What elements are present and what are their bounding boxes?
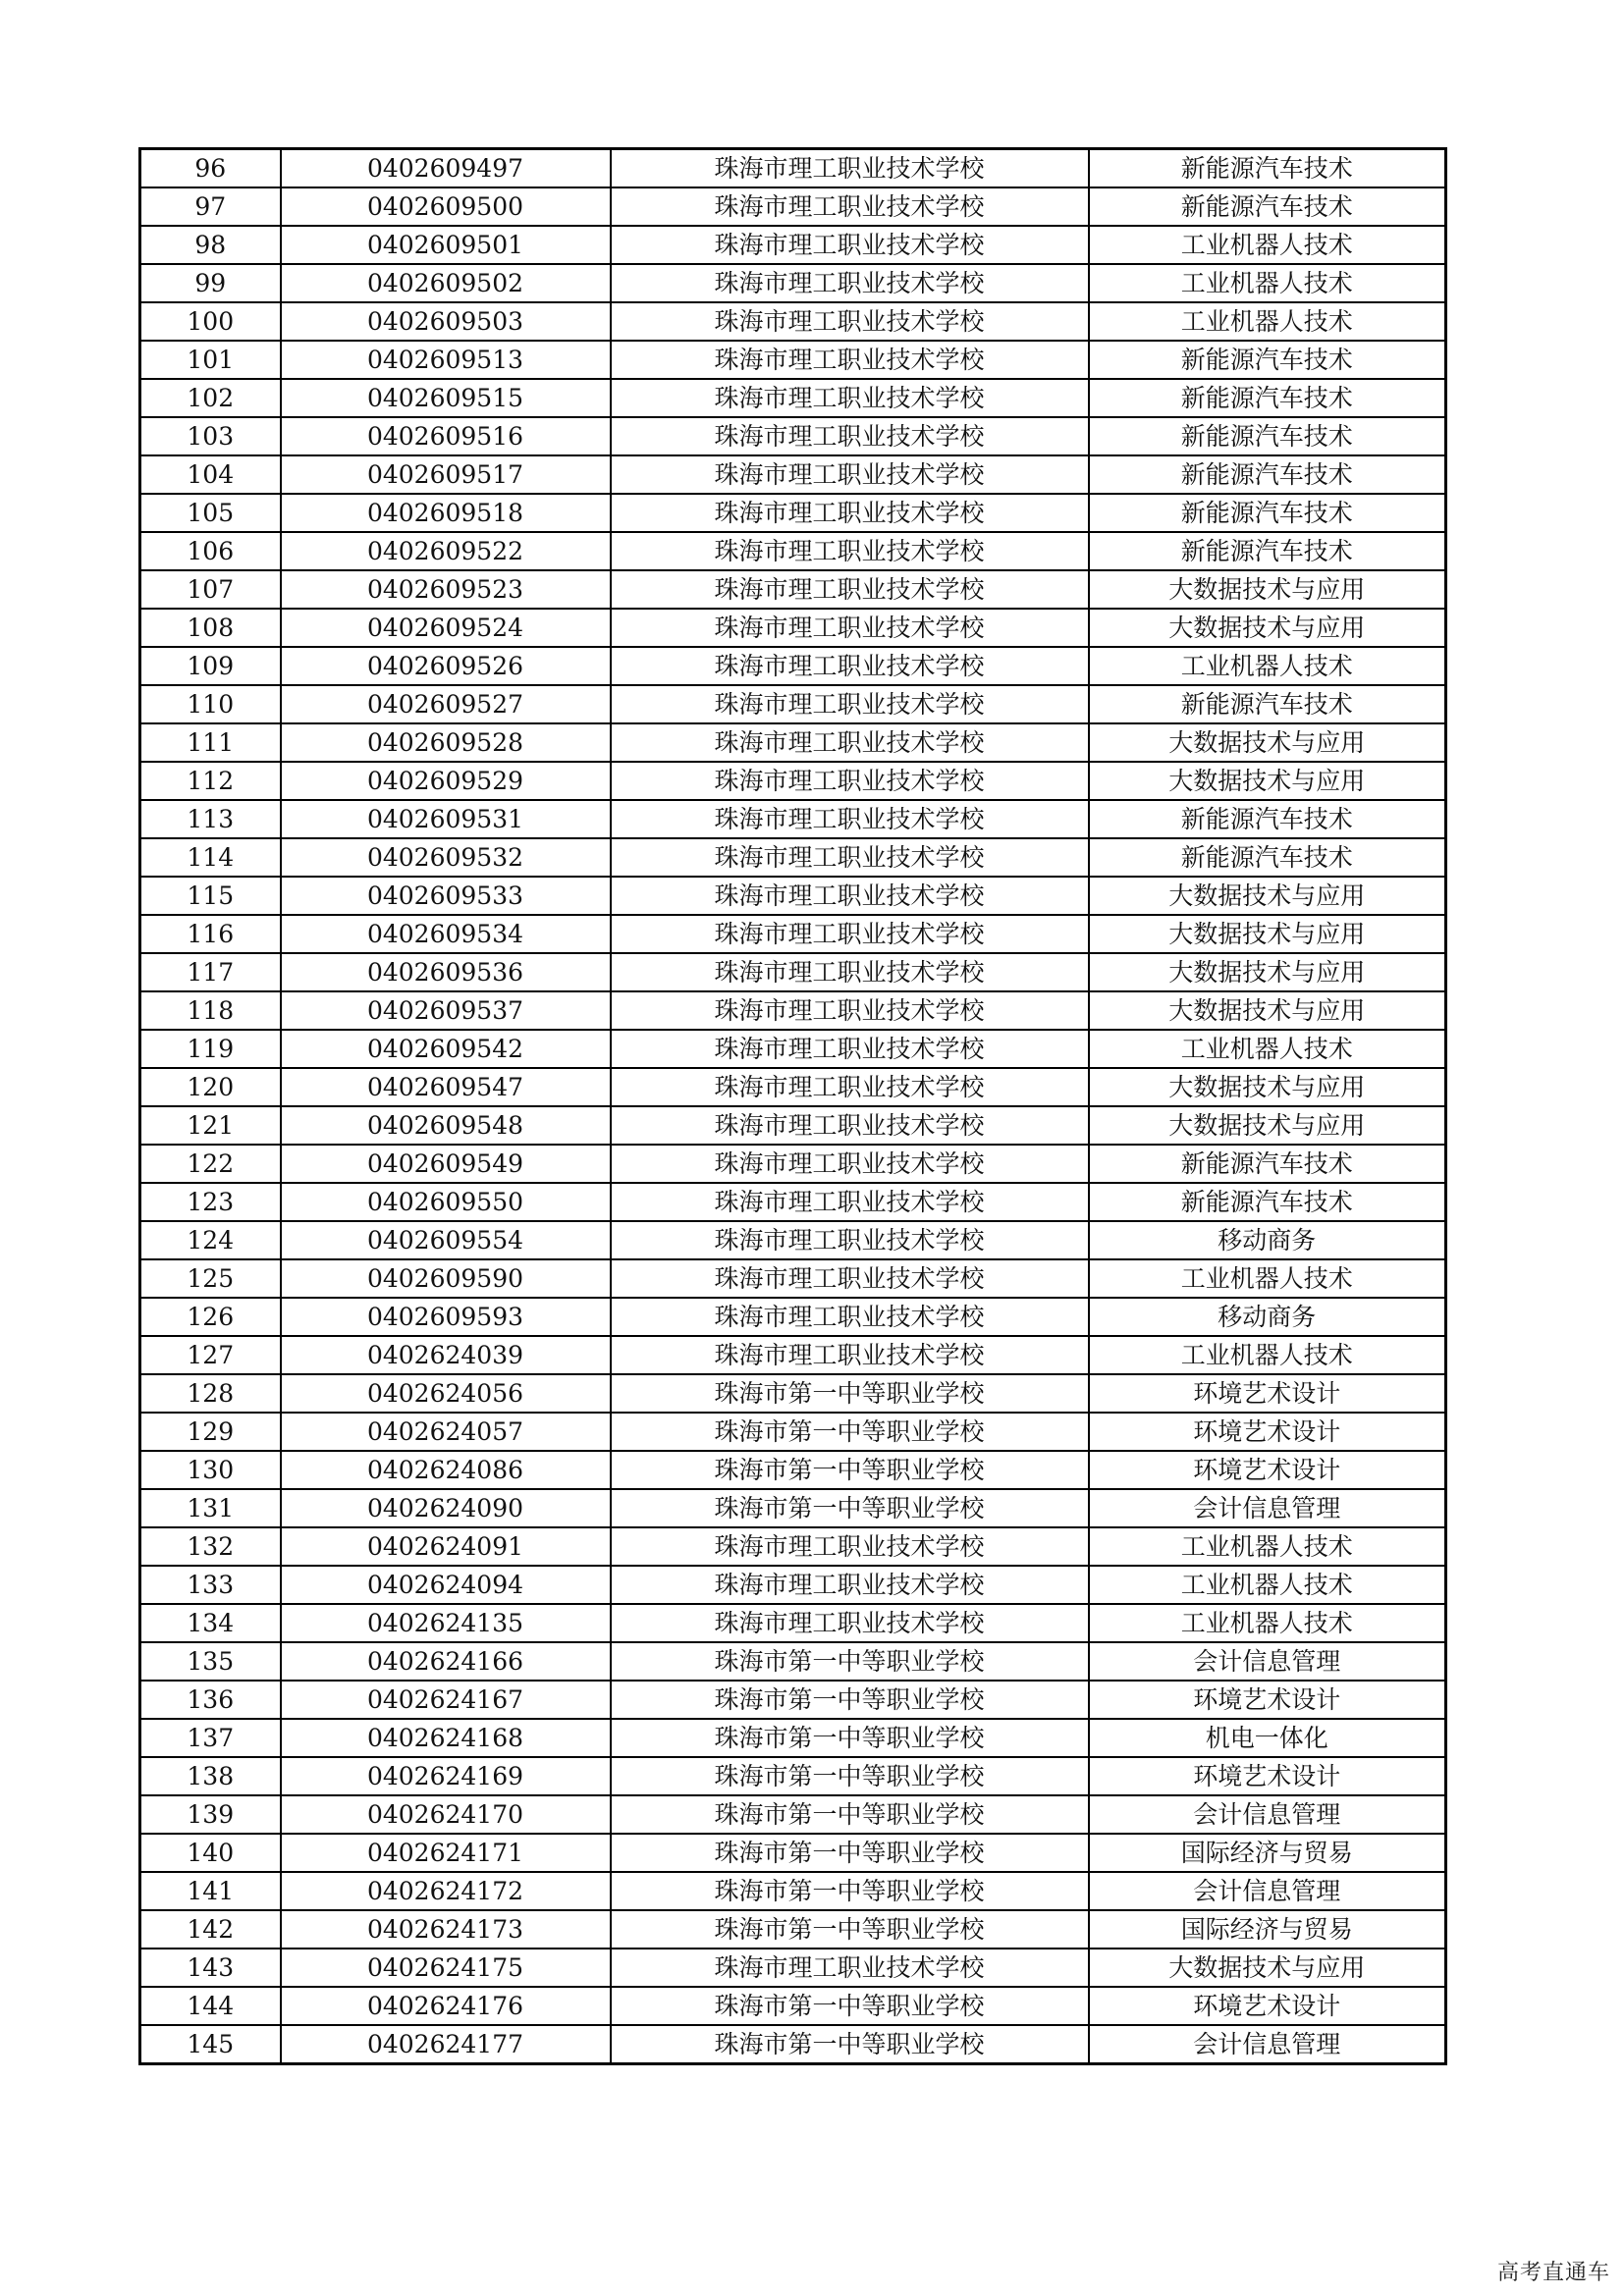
school-name-cell: 珠海市理工职业技术学校 — [611, 149, 1089, 188]
table-row — [140, 609, 1446, 647]
candidate-id-cell: 0402624094 — [281, 1566, 611, 1604]
major-cell: 新能源汽车技术 — [1089, 379, 1446, 417]
table-row — [140, 1834, 1446, 1872]
school-name-cell: 珠海市理工职业技术学校 — [611, 838, 1089, 877]
row-number-cell: 141 — [140, 1872, 281, 1910]
candidate-id-cell: 0402624057 — [281, 1413, 611, 1451]
table-body — [140, 149, 1446, 2064]
major-cell: 工业机器人技术 — [1089, 1259, 1446, 1298]
major-cell: 工业机器人技术 — [1089, 1566, 1446, 1604]
candidate-id-cell: 0402624091 — [281, 1527, 611, 1566]
school-name-cell: 珠海市理工职业技术学校 — [611, 1949, 1089, 1987]
major-cell: 新能源汽车技术 — [1089, 149, 1446, 188]
table-row — [140, 570, 1446, 609]
candidate-id-cell: 0402609503 — [281, 302, 611, 341]
school-name-cell: 珠海市理工职业技术学校 — [611, 1106, 1089, 1145]
table-row — [140, 1336, 1446, 1374]
candidate-id-cell: 0402624086 — [281, 1451, 611, 1489]
candidate-id-cell: 0402609542 — [281, 1030, 611, 1068]
major-cell: 大数据技术与应用 — [1089, 762, 1446, 800]
candidate-id-cell: 0402609531 — [281, 800, 611, 838]
candidate-id-cell: 0402609518 — [281, 494, 611, 532]
candidate-id-cell: 0402609526 — [281, 647, 611, 685]
major-cell: 工业机器人技术 — [1089, 302, 1446, 341]
major-cell: 工业机器人技术 — [1089, 264, 1446, 302]
row-number-cell: 144 — [140, 1987, 281, 2025]
candidate-id-cell: 0402609528 — [281, 723, 611, 762]
candidate-id-cell: 0402609549 — [281, 1145, 611, 1183]
table-row — [140, 1872, 1446, 1910]
candidate-id-cell: 0402624171 — [281, 1834, 611, 1872]
candidate-id-cell: 0402624168 — [281, 1719, 611, 1757]
row-number-cell: 129 — [140, 1413, 281, 1451]
row-number-cell: 114 — [140, 838, 281, 877]
row-number-cell: 130 — [140, 1451, 281, 1489]
major-cell: 工业机器人技术 — [1089, 1030, 1446, 1068]
row-number-cell: 116 — [140, 915, 281, 953]
row-number-cell: 112 — [140, 762, 281, 800]
candidate-id-cell: 0402624170 — [281, 1795, 611, 1834]
major-cell: 新能源汽车技术 — [1089, 1145, 1446, 1183]
table-row — [140, 723, 1446, 762]
table-row — [140, 1910, 1446, 1949]
school-name-cell: 珠海市第一中等职业学校 — [611, 1489, 1089, 1527]
candidate-id-cell: 0402624135 — [281, 1604, 611, 1642]
school-name-cell: 珠海市第一中等职业学校 — [611, 1987, 1089, 2025]
school-name-cell: 珠海市理工职业技术学校 — [611, 647, 1089, 685]
major-cell: 环境艺术设计 — [1089, 1757, 1446, 1795]
table-row — [140, 1489, 1446, 1527]
table-row — [140, 149, 1446, 188]
candidate-id-cell: 0402624175 — [281, 1949, 611, 1987]
watermark-text: 高考直通车 — [1496, 2261, 1610, 2285]
row-number-cell: 97 — [140, 187, 281, 226]
candidate-id-cell: 0402624039 — [281, 1336, 611, 1374]
major-cell: 移动商务 — [1089, 1221, 1446, 1259]
major-cell: 大数据技术与应用 — [1089, 1106, 1446, 1145]
table-row — [140, 1183, 1446, 1221]
major-cell: 国际经济与贸易 — [1089, 1834, 1446, 1872]
candidate-id-cell: 0402624173 — [281, 1910, 611, 1949]
major-cell: 环境艺术设计 — [1089, 1374, 1446, 1413]
row-number-cell: 96 — [140, 149, 281, 188]
table-row — [140, 1987, 1446, 2025]
row-number-cell: 125 — [140, 1259, 281, 1298]
school-name-cell: 珠海市第一中等职业学校 — [611, 1795, 1089, 1834]
school-name-cell: 珠海市第一中等职业学校 — [611, 1642, 1089, 1681]
row-number-cell: 113 — [140, 800, 281, 838]
row-number-cell: 121 — [140, 1106, 281, 1145]
table-row — [140, 1719, 1446, 1757]
major-cell: 工业机器人技术 — [1089, 647, 1446, 685]
school-name-cell: 珠海市理工职业技术学校 — [611, 1221, 1089, 1259]
row-number-cell: 110 — [140, 685, 281, 723]
table-row — [140, 226, 1446, 264]
school-name-cell: 珠海市理工职业技术学校 — [611, 1566, 1089, 1604]
school-name-cell: 珠海市理工职业技术学校 — [611, 1183, 1089, 1221]
candidate-id-cell: 0402609547 — [281, 1068, 611, 1106]
major-cell: 大数据技术与应用 — [1089, 570, 1446, 609]
major-cell: 新能源汽车技术 — [1089, 532, 1446, 570]
table-row — [140, 1298, 1446, 1336]
school-name-cell: 珠海市理工职业技术学校 — [611, 800, 1089, 838]
school-name-cell: 珠海市理工职业技术学校 — [611, 723, 1089, 762]
candidate-id-cell: 0402609593 — [281, 1298, 611, 1336]
candidate-id-cell: 0402624056 — [281, 1374, 611, 1413]
table-row — [140, 647, 1446, 685]
row-number-cell: 127 — [140, 1336, 281, 1374]
school-name-cell: 珠海市理工职业技术学校 — [611, 1527, 1089, 1566]
candidate-id-cell: 0402609502 — [281, 264, 611, 302]
candidate-id-cell: 0402609497 — [281, 149, 611, 188]
candidate-id-cell: 0402609550 — [281, 1183, 611, 1221]
school-name-cell: 珠海市理工职业技术学校 — [611, 264, 1089, 302]
school-name-cell: 珠海市理工职业技术学校 — [611, 187, 1089, 226]
school-name-cell: 珠海市理工职业技术学校 — [611, 991, 1089, 1030]
major-cell: 环境艺术设计 — [1089, 1987, 1446, 2025]
major-cell: 环境艺术设计 — [1089, 1451, 1446, 1489]
table-row — [140, 494, 1446, 532]
row-number-cell: 142 — [140, 1910, 281, 1949]
row-number-cell: 131 — [140, 1489, 281, 1527]
table-row — [140, 1566, 1446, 1604]
row-number-cell: 139 — [140, 1795, 281, 1834]
major-cell: 会计信息管理 — [1089, 2025, 1446, 2064]
major-cell: 工业机器人技术 — [1089, 1604, 1446, 1642]
row-number-cell: 104 — [140, 455, 281, 494]
major-cell: 新能源汽车技术 — [1089, 341, 1446, 379]
row-number-cell: 119 — [140, 1030, 281, 1068]
table-row — [140, 532, 1446, 570]
candidate-id-cell: 0402609533 — [281, 877, 611, 915]
candidate-id-cell: 0402624166 — [281, 1642, 611, 1681]
table-row — [140, 302, 1446, 341]
school-name-cell: 珠海市理工职业技术学校 — [611, 1336, 1089, 1374]
school-name-cell: 珠海市第一中等职业学校 — [611, 1834, 1089, 1872]
row-number-cell: 128 — [140, 1374, 281, 1413]
table-row — [140, 1527, 1446, 1566]
table-row — [140, 1413, 1446, 1451]
school-name-cell: 珠海市理工职业技术学校 — [611, 532, 1089, 570]
table-row — [140, 800, 1446, 838]
row-number-cell: 115 — [140, 877, 281, 915]
row-number-cell: 123 — [140, 1183, 281, 1221]
row-number-cell: 99 — [140, 264, 281, 302]
candidate-id-cell: 0402624169 — [281, 1757, 611, 1795]
candidate-id-cell: 0402624177 — [281, 2025, 611, 2064]
school-name-cell: 珠海市理工职业技术学校 — [611, 609, 1089, 647]
table-row — [140, 1451, 1446, 1489]
row-number-cell: 107 — [140, 570, 281, 609]
major-cell: 新能源汽车技术 — [1089, 187, 1446, 226]
major-cell: 新能源汽车技术 — [1089, 838, 1446, 877]
candidate-id-cell: 0402609515 — [281, 379, 611, 417]
school-name-cell: 珠海市理工职业技术学校 — [611, 915, 1089, 953]
major-cell: 会计信息管理 — [1089, 1642, 1446, 1681]
row-number-cell: 106 — [140, 532, 281, 570]
row-number-cell: 138 — [140, 1757, 281, 1795]
table-row — [140, 1681, 1446, 1719]
school-name-cell: 珠海市理工职业技术学校 — [611, 379, 1089, 417]
school-name-cell: 珠海市理工职业技术学校 — [611, 1259, 1089, 1298]
table-row — [140, 379, 1446, 417]
school-name-cell: 珠海市理工职业技术学校 — [611, 1604, 1089, 1642]
row-number-cell: 120 — [140, 1068, 281, 1106]
row-number-cell: 143 — [140, 1949, 281, 1987]
school-name-cell: 珠海市理工职业技术学校 — [611, 302, 1089, 341]
school-name-cell: 珠海市理工职业技术学校 — [611, 685, 1089, 723]
school-name-cell: 珠海市第一中等职业学校 — [611, 1719, 1089, 1757]
row-number-cell: 136 — [140, 1681, 281, 1719]
school-name-cell: 珠海市理工职业技术学校 — [611, 877, 1089, 915]
major-cell: 移动商务 — [1089, 1298, 1446, 1336]
candidate-id-cell: 0402609501 — [281, 226, 611, 264]
row-number-cell: 140 — [140, 1834, 281, 1872]
school-name-cell: 珠海市理工职业技术学校 — [611, 762, 1089, 800]
row-number-cell: 103 — [140, 417, 281, 455]
candidate-id-cell: 0402609522 — [281, 532, 611, 570]
candidate-id-cell: 0402609534 — [281, 915, 611, 953]
major-cell: 新能源汽车技术 — [1089, 1183, 1446, 1221]
major-cell: 环境艺术设计 — [1089, 1681, 1446, 1719]
candidate-id-cell: 0402609524 — [281, 609, 611, 647]
table-row — [140, 1642, 1446, 1681]
major-cell: 新能源汽车技术 — [1089, 685, 1446, 723]
school-name-cell: 珠海市理工职业技术学校 — [611, 1145, 1089, 1183]
major-cell: 大数据技术与应用 — [1089, 915, 1446, 953]
major-cell: 会计信息管理 — [1089, 1489, 1446, 1527]
row-number-cell: 117 — [140, 953, 281, 991]
table-row — [140, 417, 1446, 455]
row-number-cell: 109 — [140, 647, 281, 685]
table-row — [140, 685, 1446, 723]
school-name-cell: 珠海市理工职业技术学校 — [611, 953, 1089, 991]
candidate-id-cell: 0402609500 — [281, 187, 611, 226]
candidate-id-cell: 0402609548 — [281, 1106, 611, 1145]
table-row — [140, 1374, 1446, 1413]
row-number-cell: 111 — [140, 723, 281, 762]
school-name-cell: 珠海市第一中等职业学校 — [611, 2025, 1089, 2064]
admission-list-table — [138, 147, 1447, 2065]
candidate-id-cell: 0402624176 — [281, 1987, 611, 2025]
school-name-cell: 珠海市第一中等职业学校 — [611, 1910, 1089, 1949]
table-row — [140, 991, 1446, 1030]
major-cell: 国际经济与贸易 — [1089, 1910, 1446, 1949]
row-number-cell: 133 — [140, 1566, 281, 1604]
table-row — [140, 341, 1446, 379]
row-number-cell: 118 — [140, 991, 281, 1030]
row-number-cell: 135 — [140, 1642, 281, 1681]
major-cell: 大数据技术与应用 — [1089, 609, 1446, 647]
candidate-id-cell: 0402624090 — [281, 1489, 611, 1527]
table-row — [140, 1259, 1446, 1298]
candidate-id-cell: 0402609513 — [281, 341, 611, 379]
row-number-cell: 124 — [140, 1221, 281, 1259]
table-row — [140, 838, 1446, 877]
major-cell: 会计信息管理 — [1089, 1795, 1446, 1834]
school-name-cell: 珠海市第一中等职业学校 — [611, 1872, 1089, 1910]
major-cell: 大数据技术与应用 — [1089, 1949, 1446, 1987]
major-cell: 会计信息管理 — [1089, 1872, 1446, 1910]
candidate-id-cell: 0402609529 — [281, 762, 611, 800]
major-cell: 大数据技术与应用 — [1089, 723, 1446, 762]
major-cell: 新能源汽车技术 — [1089, 417, 1446, 455]
school-name-cell: 珠海市理工职业技术学校 — [611, 1298, 1089, 1336]
major-cell: 新能源汽车技术 — [1089, 494, 1446, 532]
table-row — [140, 187, 1446, 226]
candidate-id-cell: 0402609523 — [281, 570, 611, 609]
school-name-cell: 珠海市理工职业技术学校 — [611, 1068, 1089, 1106]
major-cell: 环境艺术设计 — [1089, 1413, 1446, 1451]
table-row — [140, 264, 1446, 302]
school-name-cell: 珠海市理工职业技术学校 — [611, 417, 1089, 455]
row-number-cell: 126 — [140, 1298, 281, 1336]
school-name-cell: 珠海市理工职业技术学校 — [611, 1030, 1089, 1068]
row-number-cell: 102 — [140, 379, 281, 417]
major-cell: 大数据技术与应用 — [1089, 877, 1446, 915]
school-name-cell: 珠海市理工职业技术学校 — [611, 226, 1089, 264]
row-number-cell: 122 — [140, 1145, 281, 1183]
candidate-id-cell: 0402609537 — [281, 991, 611, 1030]
table-row — [140, 2025, 1446, 2064]
candidate-id-cell: 0402609590 — [281, 1259, 611, 1298]
row-number-cell: 108 — [140, 609, 281, 647]
candidate-id-cell: 0402609554 — [281, 1221, 611, 1259]
candidate-id-cell: 0402624167 — [281, 1681, 611, 1719]
school-name-cell: 珠海市理工职业技术学校 — [611, 341, 1089, 379]
candidate-id-cell: 0402609516 — [281, 417, 611, 455]
school-name-cell: 珠海市理工职业技术学校 — [611, 570, 1089, 609]
table-row — [140, 1949, 1446, 1987]
row-number-cell: 105 — [140, 494, 281, 532]
major-cell: 大数据技术与应用 — [1089, 953, 1446, 991]
row-number-cell: 100 — [140, 302, 281, 341]
school-name-cell: 珠海市理工职业技术学校 — [611, 455, 1089, 494]
row-number-cell: 101 — [140, 341, 281, 379]
table-row — [140, 877, 1446, 915]
major-cell: 新能源汽车技术 — [1089, 800, 1446, 838]
school-name-cell: 珠海市第一中等职业学校 — [611, 1681, 1089, 1719]
major-cell: 新能源汽车技术 — [1089, 455, 1446, 494]
row-number-cell: 98 — [140, 226, 281, 264]
school-name-cell: 珠海市第一中等职业学校 — [611, 1374, 1089, 1413]
major-cell: 工业机器人技术 — [1089, 226, 1446, 264]
major-cell: 机电一体化 — [1089, 1719, 1446, 1757]
candidate-id-cell: 0402609536 — [281, 953, 611, 991]
candidate-id-cell: 0402609532 — [281, 838, 611, 877]
table-row — [140, 1068, 1446, 1106]
major-cell: 工业机器人技术 — [1089, 1336, 1446, 1374]
school-name-cell: 珠海市第一中等职业学校 — [611, 1413, 1089, 1451]
table-row — [140, 762, 1446, 800]
major-cell: 大数据技术与应用 — [1089, 1068, 1446, 1106]
candidate-id-cell: 0402609527 — [281, 685, 611, 723]
school-name-cell: 珠海市第一中等职业学校 — [611, 1451, 1089, 1489]
candidate-id-cell: 0402609517 — [281, 455, 611, 494]
major-cell: 大数据技术与应用 — [1089, 991, 1446, 1030]
table-row — [140, 1106, 1446, 1145]
table-row — [140, 1604, 1446, 1642]
row-number-cell: 134 — [140, 1604, 281, 1642]
row-number-cell: 132 — [140, 1527, 281, 1566]
table-row — [140, 915, 1446, 953]
school-name-cell: 珠海市第一中等职业学校 — [611, 1757, 1089, 1795]
candidate-id-cell: 0402624172 — [281, 1872, 611, 1910]
table-row — [140, 1145, 1446, 1183]
table-row — [140, 1795, 1446, 1834]
table-row — [140, 953, 1446, 991]
row-number-cell: 145 — [140, 2025, 281, 2064]
table-row — [140, 1221, 1446, 1259]
table-row — [140, 455, 1446, 494]
table-row — [140, 1030, 1446, 1068]
major-cell: 工业机器人技术 — [1089, 1527, 1446, 1566]
table-row — [140, 1757, 1446, 1795]
school-name-cell: 珠海市理工职业技术学校 — [611, 494, 1089, 532]
row-number-cell: 137 — [140, 1719, 281, 1757]
